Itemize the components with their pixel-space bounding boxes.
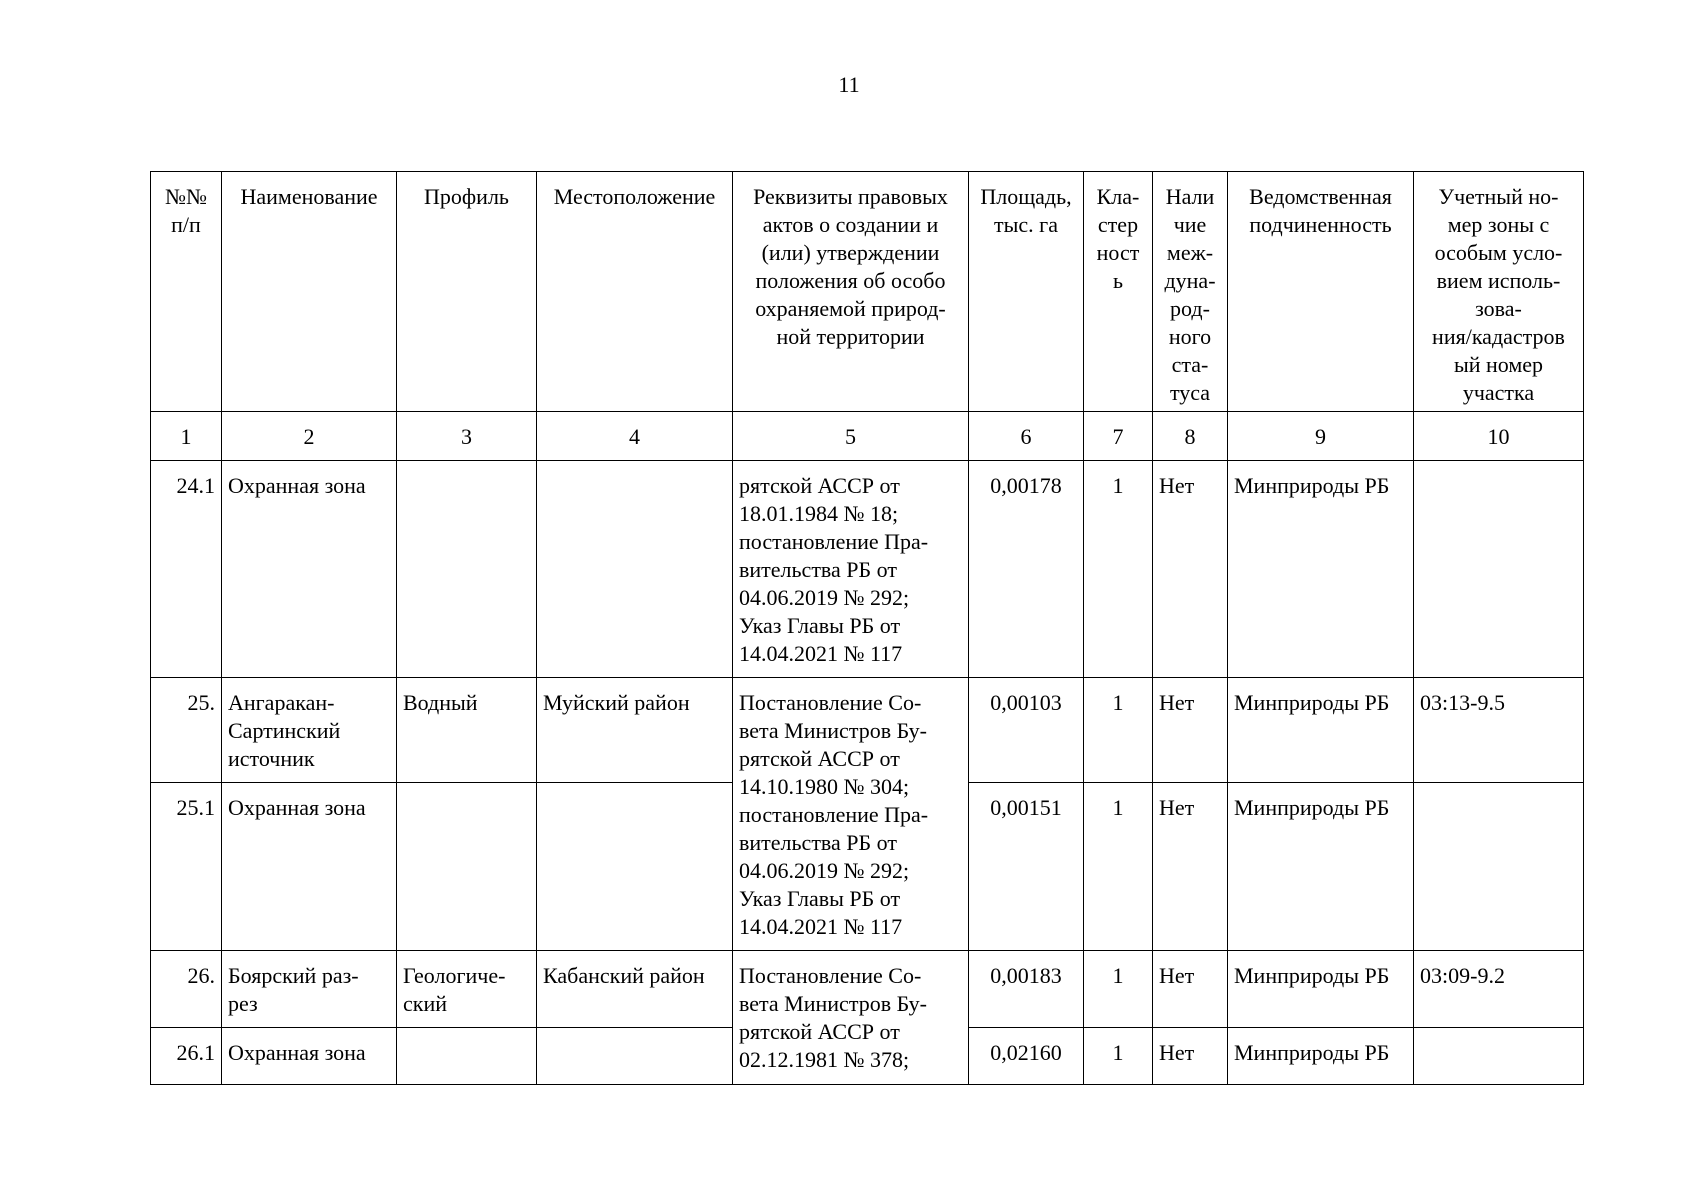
row-location: [537, 461, 733, 678]
row-number: 25.: [151, 678, 222, 783]
row-cluster: 1: [1084, 678, 1153, 783]
column-number: 6: [969, 412, 1084, 461]
row-number: 24.1: [151, 461, 222, 678]
column-number: 8: [1153, 412, 1228, 461]
table-row: [151, 951, 1584, 1028]
row-area: 0,00178: [969, 461, 1084, 678]
row-name: Охранная зона: [222, 461, 397, 678]
row-profile: [397, 461, 537, 678]
table-row: [151, 461, 1584, 678]
row-location: [537, 1028, 733, 1085]
column-number: 1: [151, 412, 222, 461]
header-cell-intl-status: Нали чие меж- дуна- род- ного ста- туса: [1153, 172, 1228, 412]
row-subordination: Минприроды РБ: [1228, 461, 1414, 678]
header-cell-cluster: Кла- стер ност ь: [1084, 172, 1153, 412]
row-account-number: [1414, 1028, 1584, 1085]
header-cell-location: Местоположение: [537, 172, 733, 412]
column-number: 7: [1084, 412, 1153, 461]
row-area: 0,02160: [969, 1028, 1084, 1085]
row-profile: Геологиче- ский: [397, 951, 537, 1028]
column-number: 2: [222, 412, 397, 461]
header-cell-area: Площадь, тыс. га: [969, 172, 1084, 412]
row-area: 0,00183: [969, 951, 1084, 1028]
row-name: Боярский раз- рез: [222, 951, 397, 1028]
row-location: [537, 783, 733, 951]
page-number: 11: [838, 72, 860, 97]
row-intl-status: Нет: [1153, 678, 1228, 783]
row-number: 26.1: [151, 1028, 222, 1085]
header-cell-num: №№ п/п: [151, 172, 222, 412]
row-name: Охранная зона: [222, 783, 397, 951]
row-cluster: 1: [1084, 1028, 1153, 1085]
row-account-number: 03:13-9.5: [1414, 678, 1584, 783]
row-account-number: [1414, 461, 1584, 678]
row-subordination: Минприроды РБ: [1228, 1028, 1414, 1085]
column-number-row: [151, 412, 1584, 461]
row-profile: [397, 783, 537, 951]
header-cell-name: Наименование: [222, 172, 397, 412]
row-location: Муйский район: [537, 678, 733, 783]
row-profile: Водный: [397, 678, 537, 783]
row-subordination: Минприроды РБ: [1228, 783, 1414, 951]
row-cluster: 1: [1084, 783, 1153, 951]
row-acts: рятской АССР от 18.01.1984 № 18; постановление Пра- вительства РБ от 04.06.2019 № 292; Указ Главы РБ от 14.04.2021 № 117: [733, 461, 969, 678]
header-cell-account-number: Учетный но- мер зоны с особым усло- вием исполь- зова- ния/кадастров ый номер участка: [1414, 172, 1584, 412]
row-cluster: 1: [1084, 461, 1153, 678]
row-intl-status: Нет: [1153, 951, 1228, 1028]
protected-areas-table: [150, 171, 1584, 1085]
row-profile: [397, 1028, 537, 1085]
row-name: Ангаракан- Сартинский источник: [222, 678, 397, 783]
column-number: 3: [397, 412, 537, 461]
row-account-number: [1414, 783, 1584, 951]
column-number: 5: [733, 412, 969, 461]
row-subordination: Минприроды РБ: [1228, 678, 1414, 783]
row-number: 26.: [151, 951, 222, 1028]
row-area: 0,00151: [969, 783, 1084, 951]
row-cluster: 1: [1084, 951, 1153, 1028]
header-cell-profile: Профиль: [397, 172, 537, 412]
row-name: Охранная зона: [222, 1028, 397, 1085]
row-number: 25.1: [151, 783, 222, 951]
row-acts: Постановление Со- вета Министров Бу- рятской АССР от 14.10.1980 № 304; постановление Пра- вительства РБ от 04.06.2019 № 292; Указ Главы РБ от 14.04.2021 № 117: [733, 678, 969, 951]
header-cell-acts: Реквизиты правовых актов о создании и (или) утверждении положения об особо охраняемой природ- ной территории: [733, 172, 969, 412]
column-number: 4: [537, 412, 733, 461]
row-intl-status: Нет: [1153, 461, 1228, 678]
row-acts: Постановление Со- вета Министров Бу- рятской АССР от 02.12.1981 № 378;: [733, 951, 969, 1085]
row-account-number: 03:09-9.2: [1414, 951, 1584, 1028]
row-location: Кабанский район: [537, 951, 733, 1028]
row-intl-status: Нет: [1153, 1028, 1228, 1085]
header-row: [151, 172, 1584, 412]
row-area: 0,00103: [969, 678, 1084, 783]
column-number: 10: [1414, 412, 1584, 461]
column-number: 9: [1228, 412, 1414, 461]
row-intl-status: Нет: [1153, 783, 1228, 951]
header-cell-subordination: Ведомственная подчиненность: [1228, 172, 1414, 412]
table-row: [151, 678, 1584, 783]
row-subordination: Минприроды РБ: [1228, 951, 1414, 1028]
